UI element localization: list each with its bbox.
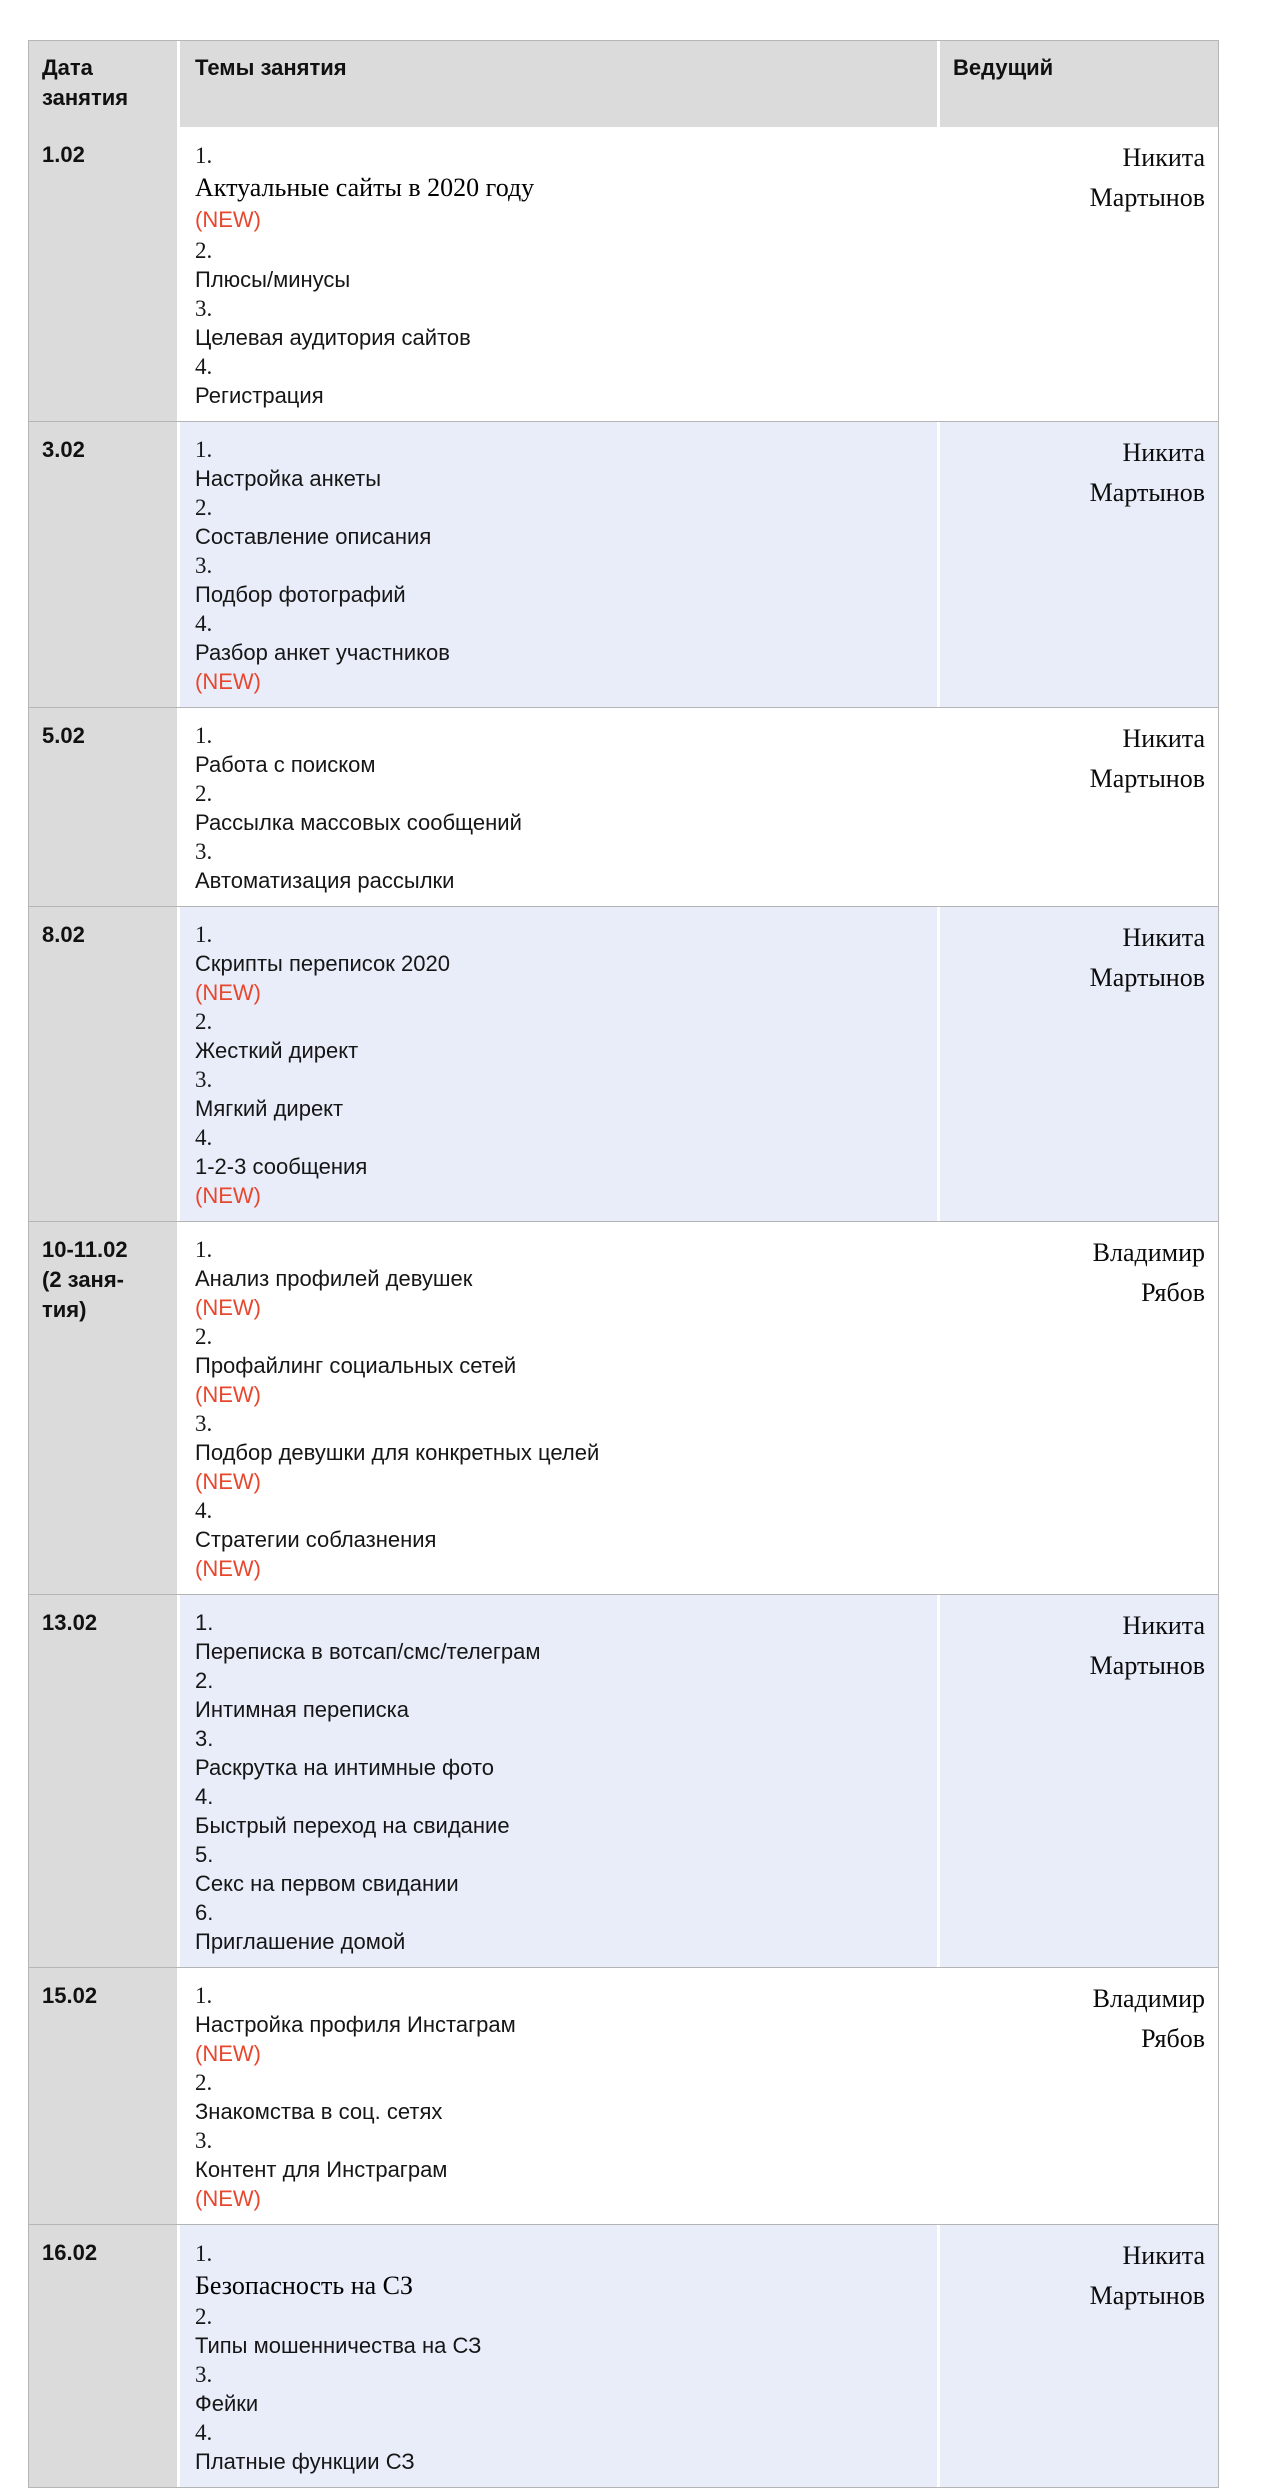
topic-item bbox=[195, 1007, 923, 1065]
topic-number: 3. bbox=[195, 2362, 213, 2387]
topic-number: 1. bbox=[195, 723, 213, 748]
header-leader-column: Ведущий bbox=[937, 41, 1218, 127]
leader-cell bbox=[937, 422, 1218, 707]
topics-cell bbox=[177, 422, 937, 707]
topic-number: 1. bbox=[195, 922, 213, 947]
date-cell: 10-11.02 (2 заня- тия) bbox=[29, 1222, 177, 1594]
new-badge: (NEW) bbox=[195, 1382, 261, 1407]
topic-number: 1. bbox=[195, 1983, 213, 2008]
topics-cell bbox=[177, 708, 937, 906]
leader-cell bbox=[937, 708, 1218, 906]
topic-item bbox=[195, 1666, 923, 1724]
topic-item bbox=[195, 837, 923, 895]
topic-item bbox=[195, 1840, 923, 1898]
topic-text: Работа с поиском bbox=[195, 752, 376, 777]
topic-text: Анализ профилей девушек bbox=[195, 1266, 473, 1291]
leader-name: Никита Мартынов bbox=[1089, 438, 1205, 507]
topic-number: 3. bbox=[195, 2128, 213, 2153]
topic-text: Фейки bbox=[195, 2391, 259, 2416]
topic-item bbox=[195, 352, 923, 410]
topic-number: 6. bbox=[195, 1900, 214, 1925]
leader-cell bbox=[937, 2225, 1218, 2487]
table-row bbox=[29, 1967, 1218, 2224]
topic-number: 4. bbox=[195, 2420, 213, 2445]
topic-item bbox=[195, 1123, 923, 1210]
topic-number: 2. bbox=[195, 1668, 214, 1693]
topic-item bbox=[195, 493, 923, 551]
topic-item bbox=[195, 1724, 923, 1782]
topic-text: Переписка в вотсап/смс/телеграм bbox=[195, 1639, 541, 1664]
leader-name: Никита Мартынов bbox=[1089, 923, 1205, 992]
leader-name: Владимир Рябов bbox=[1092, 1238, 1205, 1307]
topic-text: Подбор девушки для конкретных целей bbox=[195, 1440, 600, 1465]
topic-item bbox=[195, 140, 923, 236]
topic-number: 4. bbox=[195, 1498, 213, 1523]
date-cell: 16.02 bbox=[29, 2225, 177, 2487]
leader-name: Никита Мартынов bbox=[1089, 1611, 1205, 1680]
topic-text: Подбор фотографий bbox=[195, 582, 406, 607]
topic-text: Интимная переписка bbox=[195, 1697, 410, 1722]
date-cell: 1.02 bbox=[29, 127, 177, 421]
table-header-row bbox=[29, 41, 1218, 127]
topic-text: Скрипты переписок 2020 bbox=[195, 951, 450, 976]
new-badge: (NEW) bbox=[195, 1556, 261, 1581]
topics-cell bbox=[177, 1222, 937, 1594]
topic-text: Жесткий директ bbox=[195, 1038, 359, 1063]
header-date-column: Дата занятия bbox=[29, 41, 177, 127]
topic-text: Типы мошенничества на СЗ bbox=[195, 2333, 482, 2358]
topic-item bbox=[195, 1981, 923, 2068]
new-badge: (NEW) bbox=[195, 207, 261, 232]
topic-text: Настройка анкеты bbox=[195, 466, 382, 491]
table-row bbox=[29, 906, 1218, 1221]
topic-item bbox=[195, 1898, 923, 1956]
topic-number: 2. bbox=[195, 238, 213, 263]
topic-item bbox=[195, 2418, 923, 2476]
date-cell: 8.02 bbox=[29, 907, 177, 1221]
date-cell: 15.02 bbox=[29, 1968, 177, 2224]
topic-number: 4. bbox=[195, 1784, 214, 1809]
header-topics-column: Темы занятия bbox=[177, 41, 937, 127]
leader-cell bbox=[937, 127, 1218, 421]
topic-text: Раскрутка на интимные фото bbox=[195, 1755, 494, 1780]
leader-cell bbox=[937, 1222, 1218, 1594]
topic-number: 2. bbox=[195, 2070, 213, 2095]
topic-number: 2. bbox=[195, 1324, 213, 1349]
topic-text: Быстрый переход на свидание bbox=[195, 1813, 510, 1838]
new-badge: (NEW) bbox=[195, 2186, 261, 2211]
topic-item bbox=[195, 609, 923, 696]
table-row bbox=[29, 1221, 1218, 1594]
new-badge: (NEW) bbox=[195, 1183, 261, 1208]
topic-text: Приглашение домой bbox=[195, 1929, 406, 1954]
topic-number: 1. bbox=[195, 1237, 213, 1262]
topic-item bbox=[195, 2360, 923, 2418]
topic-number: 5. bbox=[195, 1842, 214, 1867]
leader-name: Владимир Рябов bbox=[1092, 1984, 1205, 2053]
topic-text: Контент для Инстраграм bbox=[195, 2157, 448, 2182]
topic-item bbox=[195, 551, 923, 609]
topic-item bbox=[195, 1065, 923, 1123]
topic-number: 1. bbox=[195, 143, 213, 168]
new-badge: (NEW) bbox=[195, 669, 261, 694]
topic-number: 4. bbox=[195, 611, 213, 636]
topic-number: 3. bbox=[195, 839, 213, 864]
topic-item bbox=[195, 1322, 923, 1409]
topic-number: 3. bbox=[195, 553, 213, 578]
topic-number: 3. bbox=[195, 296, 213, 321]
topic-item bbox=[195, 1608, 923, 1666]
topic-item bbox=[195, 294, 923, 352]
topic-item bbox=[195, 779, 923, 837]
topic-text: Автоматизация рассылки bbox=[195, 868, 455, 893]
topic-item bbox=[195, 435, 923, 493]
topic-number: 2. bbox=[195, 2304, 213, 2329]
table-row bbox=[29, 2224, 1218, 2487]
leader-name: Никита Мартынов bbox=[1089, 724, 1205, 793]
new-badge: (NEW) bbox=[195, 2041, 261, 2066]
topic-text: Плюсы/минусы bbox=[195, 267, 351, 292]
topic-text: Стратегии соблазнения bbox=[195, 1527, 437, 1552]
topic-item bbox=[195, 1409, 923, 1496]
topic-number: 3. bbox=[195, 1411, 213, 1436]
topic-item bbox=[195, 1496, 923, 1583]
topic-item bbox=[195, 236, 923, 294]
topic-text: Безопасность на СЗ bbox=[195, 2271, 414, 2300]
new-badge: (NEW) bbox=[195, 1469, 261, 1494]
topics-cell bbox=[177, 2225, 937, 2487]
topics-cell bbox=[177, 127, 937, 421]
topic-text: Настройка профиля Инстаграм bbox=[195, 2012, 516, 2037]
topic-number: 4. bbox=[195, 354, 213, 379]
topic-number: 3. bbox=[195, 1067, 213, 1092]
topic-number: 2. bbox=[195, 495, 213, 520]
topic-number: 1. bbox=[195, 437, 213, 462]
new-badge: (NEW) bbox=[195, 980, 261, 1005]
date-cell: 3.02 bbox=[29, 422, 177, 707]
topic-number: 2. bbox=[195, 1009, 213, 1034]
topic-item bbox=[195, 920, 923, 1007]
topic-text: Разбор анкет участников bbox=[195, 640, 450, 665]
topic-item bbox=[195, 2302, 923, 2360]
topic-text: Рассылка массовых сообщений bbox=[195, 810, 522, 835]
topic-text: Составление описания bbox=[195, 524, 432, 549]
topic-text: Актуальные сайты в 2020 году bbox=[195, 173, 535, 202]
topic-item bbox=[195, 2068, 923, 2126]
topic-text: Регистрация bbox=[195, 383, 324, 408]
table-row bbox=[29, 127, 1218, 421]
topic-number: 4. bbox=[195, 1125, 213, 1150]
topics-cell bbox=[177, 907, 937, 1221]
topic-item bbox=[195, 721, 923, 779]
topic-number: 3. bbox=[195, 1726, 214, 1751]
date-cell: 13.02 bbox=[29, 1595, 177, 1967]
topics-cell bbox=[177, 1968, 937, 2224]
topic-text: Профайлинг социальных сетей bbox=[195, 1353, 517, 1378]
topic-number: 1. bbox=[195, 1610, 214, 1635]
topic-text: Секс на первом свидании bbox=[195, 1871, 459, 1896]
topic-text: Знакомства в соц. сетях bbox=[195, 2099, 443, 2124]
leader-cell bbox=[937, 1595, 1218, 1967]
topic-text: Платные функции СЗ bbox=[195, 2449, 415, 2474]
topic-text: Мягкий директ bbox=[195, 1096, 344, 1121]
table-row bbox=[29, 1594, 1218, 1967]
table-row bbox=[29, 421, 1218, 707]
topic-item bbox=[195, 1782, 923, 1840]
topic-text: 1-2-3 сообщения bbox=[195, 1154, 368, 1179]
topic-item bbox=[195, 2238, 923, 2302]
topic-number: 2. bbox=[195, 781, 213, 806]
topics-cell bbox=[177, 1595, 937, 1967]
date-cell: 5.02 bbox=[29, 708, 177, 906]
leader-name: Никита Мартынов bbox=[1089, 143, 1205, 212]
topic-number: 1. bbox=[195, 2241, 213, 2266]
course-schedule-table bbox=[28, 40, 1219, 2488]
topic-text: Целевая аудитория сайтов bbox=[195, 325, 471, 350]
topic-item bbox=[195, 1235, 923, 1322]
leader-name: Никита Мартынов bbox=[1089, 2241, 1205, 2310]
table-row bbox=[29, 707, 1218, 906]
leader-cell bbox=[937, 1968, 1218, 2224]
leader-cell bbox=[937, 907, 1218, 1221]
table-body bbox=[29, 127, 1218, 2487]
new-badge: (NEW) bbox=[195, 1295, 261, 1320]
topic-item bbox=[195, 2126, 923, 2213]
